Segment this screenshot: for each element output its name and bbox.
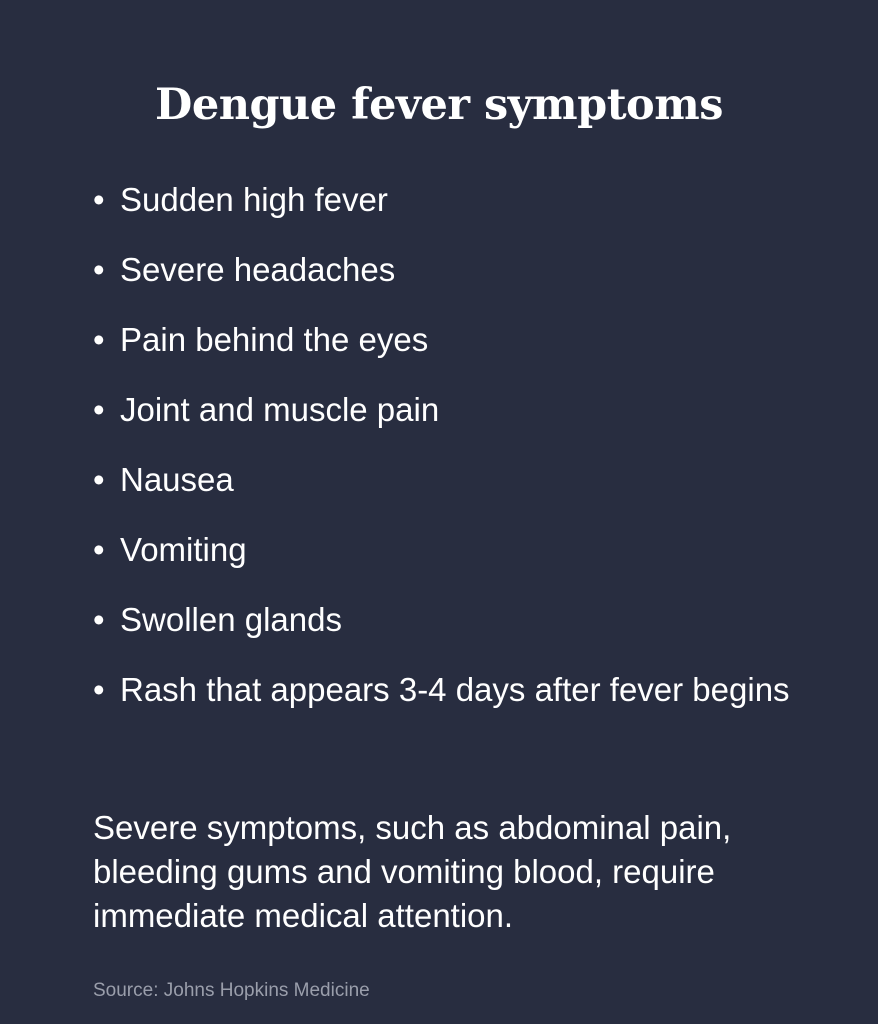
symptom-item — [93, 668, 793, 712]
symptom-item — [93, 318, 793, 362]
bullet-icon: • — [93, 181, 105, 218]
symptom-item — [93, 598, 793, 642]
symptom-item — [93, 388, 793, 432]
symptom-label: Nausea — [120, 461, 234, 498]
bullet-icon: • — [93, 391, 105, 428]
bullet-icon: • — [93, 461, 105, 498]
bullet-icon: • — [93, 531, 105, 568]
symptom-item — [93, 178, 793, 222]
symptom-list — [93, 178, 793, 738]
page-title: Dengue fever symptoms — [155, 80, 723, 130]
symptom-label: Swollen glands — [120, 601, 342, 638]
source-credit: Source: Johns Hopkins Medicine — [93, 980, 370, 1001]
bullet-icon: • — [93, 671, 105, 708]
symptom-label: Rash that appears 3-4 days after fever begins — [120, 671, 790, 708]
symptom-label: Severe headaches — [120, 251, 396, 288]
symptom-item — [93, 248, 793, 292]
bullet-icon: • — [93, 251, 105, 288]
symptom-item — [93, 528, 793, 572]
symptom-item — [93, 458, 793, 502]
symptom-label: Pain behind the eyes — [120, 321, 429, 358]
bullet-icon: • — [93, 601, 105, 638]
symptom-label: Vomiting — [120, 531, 247, 568]
symptom-label: Sudden high fever — [120, 181, 388, 218]
symptom-label: Joint and muscle pain — [120, 391, 440, 428]
bullet-icon: • — [93, 321, 105, 358]
severe-symptoms-note: Severe symptoms, such as abdominal pain, bleeding gums and vomiting blood, require immediate medical attention. — [93, 809, 732, 934]
